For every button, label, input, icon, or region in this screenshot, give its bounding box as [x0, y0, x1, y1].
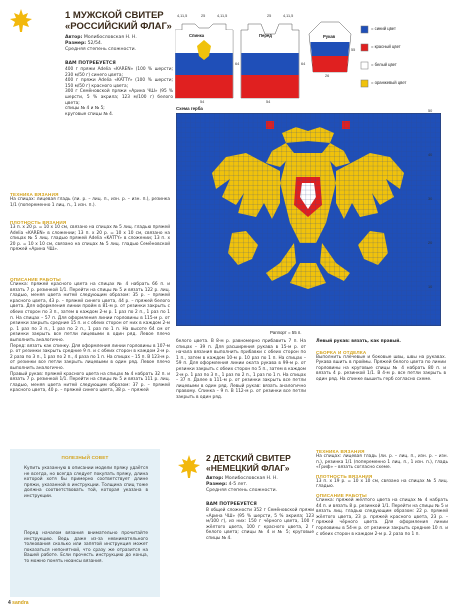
schema-sleeve: [309, 22, 351, 72]
dim-label: 55: [351, 48, 356, 52]
page-number: 4: [8, 600, 11, 606]
dim-label: 4,11,5: [177, 14, 188, 18]
kids-author: Молибословская Н. Н.: [224, 476, 278, 481]
legend-swatch: [361, 26, 368, 33]
garment-schemas: [175, 12, 455, 107]
dim-label: 4,11,5: [283, 14, 294, 18]
row-tick: 40: [428, 153, 433, 157]
kids-technique-text: На спицах: лицевая гладь (ли. р. – лиц. п., изн. р. – изн. п.), резинка 1/1 (попеременно 1 лиц. п., 1 изн. п.), гладь «Гриф» – вязать согласно схеме.: [316, 454, 448, 471]
row-tick: 30: [428, 197, 433, 201]
legend-swatch: [361, 44, 368, 51]
men-need-block: [65, 61, 173, 117]
men-density-heading: ПЛОТНОСТЬ ВЯЗАНИЯ: [10, 220, 67, 225]
kids-difficulty: Средняя степень сложности.: [206, 488, 278, 493]
kids-right-col: [316, 449, 448, 537]
men-difficulty: Средняя степень сложности.: [65, 47, 137, 52]
kids-work-heading: ОПИСАНИЕ РАБОТЫ: [316, 492, 367, 498]
dim-label: 4,11,5: [217, 14, 228, 18]
kids-work-text: Спинка: пряжей жёлтого цвета на спицах № 4 набрать 44 п. и вязать 8 р. резинкой 1/1. Перейти на спицы № 5 и вязать лиц. гладью следующим образом: 22 р. пряжей жёлтого цвета, 23 р. пряжей красного цвета, 23 р. – пряжей чёрного цвета. Для оформления линии горловины в 54-м р. от резинки закрыть средние 10 п. и с обеих сторон в каждом 2-м р. 2 раза по 1 п.: [316, 497, 448, 537]
men-technique: [10, 192, 170, 208]
emblem-chart: [176, 109, 441, 326]
men-need-heading: ВАМ ПОТРЕБУЕТСЯ: [65, 61, 116, 66]
men-title-line2: «РОССИЙСКИЙ ФЛАГ»: [65, 21, 172, 32]
men-technique-heading: ТЕХНИКА ВЯЗАНИЯ: [10, 192, 59, 197]
legend-label: = оранжевый цвет: [371, 80, 407, 85]
legend-label: = синий цвет: [371, 26, 396, 31]
emblem-chart-title: Схема герба: [176, 106, 203, 111]
men-work-heading: ОПИСАНИЕ РАБОТЫ: [10, 277, 61, 282]
kids-need-text: В общей сложности 352 г Семёновской пряжи «Арина ЧШ» (95 % шерсти, 5 % акрила; 123 м/100 г), из них: 150 г чёрного цвета, 100 г жёлтого цвета, 100 г красного цвета, 2 г белого цвета; спицы № 4 и № 5; круговые спицы № 4.: [206, 508, 314, 541]
advice-text-2: Перед началом вязания внимательно прочитайте инструкцию. Ведь даже из-за невнимательного толкования сколько или запятой инструкция может показаться непонятной, что сразу же отразится на Вашей работе. Если прочесть инструкцию до конца, то можно понять нюансы вязания.: [24, 531, 148, 564]
dim-label: 26: [325, 74, 330, 78]
dim-label: 64: [301, 62, 306, 66]
emblem-chart-svg: [176, 113, 441, 326]
row-tick: 50: [428, 109, 433, 113]
men-need-item: круговые спицы № 4.: [65, 111, 114, 117]
men-finish: [316, 339, 446, 383]
page-footer: [8, 600, 29, 606]
brand-name: sandra: [12, 600, 29, 606]
assembly-text: Выполнить плечевые и боковые швы, швы на рукавах. Рукава вшить в проймы. Пряжей белого цвета по линии горловины на круговые спицы № 4 набрать 80 п. и вязать 4 р. резинкой 1/1. В 4-м р. все петли закрыть в один ряд. На спинке вышить герб согласно схеме.: [316, 354, 446, 382]
men-size-label: Размер:: [65, 41, 87, 46]
garment-schema-svg: [175, 12, 455, 107]
men-author: Молибословская Н. Н.: [83, 35, 137, 40]
men-need-item: 400 г пряжи Adelia «KATTY» (100 % шерсти; 150 м/50 г) красного цвета;: [65, 78, 173, 89]
dim-label: 25: [267, 14, 272, 18]
maple-leaf-icon: [8, 8, 34, 34]
men-need-item: 300 г Семёновской пряжи «Арина ЧШ» (95 % шерсти, 5 % акрила; 123 м/100 г) белого цвета;: [65, 89, 173, 106]
legend-swatch: [361, 80, 368, 87]
dim-label: 54: [200, 100, 205, 104]
kids-size: 4-5 лет.: [228, 482, 248, 487]
legend-label: = белый цвет: [371, 62, 397, 67]
men-title: [65, 10, 175, 32]
row-tick: 20: [428, 241, 433, 245]
kids-title-line1: 2 ДЕТСКИЙ СВИТЕР: [206, 453, 291, 463]
rapport-label: Раппорт = 55 п.: [270, 330, 302, 335]
advice-box: [10, 449, 160, 597]
row-tick: 10: [428, 285, 433, 289]
schema-back-label: Спинка: [189, 33, 205, 38]
men-front-text: Перед: вязать как спинку. Для оформления линии горловины в 107-м р. от резинки закрыть средние 9 п. и с обеих сторон в каждом 2-м р. 2 раза по 3 п., 1 раз по 2 п., 4 раза по 1 п. На спицах – 15 п. В 123-м р. от резинки все петли закрыть лицевыми в один ряд. Левое плечо выполнить аналогично.: [10, 343, 170, 371]
schema-front-label: Перед: [259, 33, 272, 38]
kids-title: [206, 453, 316, 473]
men-technique-text: На спицах: лицевая гладь (ли. р. – лиц. п., изн. р. – изн. п.), резинка 1/1 (попеременно 1 лиц. п., 1 изн. п.).: [10, 197, 170, 208]
men-sleeve-continued: белого цвета. В 8-м р. равномерно прибавить 7 п. На спицах – 39 п. Для расширения рукава в 15-м р. от начала вязания выполнить прибавки с обеих сторон по 1 п., затем в каждом 10-м р. 10 раз по 1 п. На спицах – 59 п. Для оформления линии оката рукава в 99-м р. от резинки закрыть с обеих сторон по 5 п., затем в каждом 2-м р. 1 раз по 3 п., 1 раз по 2 п., 1 раз по 1 п. На спицах – 37 п. Далее в 111-м р. от резинки закрыть все петли лицевыми в один ряд. Левый рукав: вязать аналогично правому. Спинка – 9 п. В 112-м р. от резинки все петли закрыть в один ряд.: [176, 339, 306, 400]
men-author-label: Автор:: [65, 35, 83, 40]
legend-label: = красный цвет: [371, 44, 401, 49]
kids-need-block: [206, 502, 314, 542]
advice-text-1: Купить указанную в описании модели пряжу удаётся не всегда, но всегда следует покупать пряжу, длина которой хотя бы примерно соответствует длине пряжи, указанной в инструкции. Толщина спиц тоже должна соответствовать той, которая указана в инструкции.: [24, 466, 148, 499]
assembly-heading: СБОРКА И ОТДЕЛКА: [316, 349, 367, 355]
kids-density-heading: ПЛОТНОСТЬ ВЯЗАНИЯ: [316, 473, 373, 479]
men-density: [10, 220, 170, 253]
men-title-line1: 1 МУЖСКОЙ СВИТЕР: [65, 10, 164, 21]
dim-label: 54: [266, 100, 271, 104]
men-sleeve-text: Правый рукав: пряжей красного цвета на спицах № 4 набрать 32 п. и вязать 7 р. резинкой 1/1. Перейти на спицы № 5 и вязать 111 р. лиц. гладью, меняя цвета нитей следующим образом: 37 р. – пряжей красного цвета, 40 р. – пряжей синего цвета, 38 р. – пряжей: [10, 371, 170, 394]
men-size: 52/54.: [87, 41, 103, 46]
kids-need-heading: ВАМ ПОТРЕБУЕТСЯ: [206, 502, 257, 507]
schema-sleeve-label: Рукав: [323, 34, 336, 39]
men-need-item: 400 г пряжи Adelia «KAREN» (100 % шерсти; 230 м/50 г) синего цвета;: [65, 67, 173, 78]
men-need-item: спицы № 4 и № 5;: [65, 106, 105, 112]
dim-label: 64: [235, 62, 240, 66]
kids-size-label: Размер:: [206, 482, 228, 487]
men-work-text: Спинка: пряжей красного цвета на спицах № 4 набрать 66 п. и вязать 7 р. резинкой 1/1. Перейти на спицы № 5 и вязать 122 р. лиц. гладью, меняя цвета нитей следующим образом: 35 р. – пряжей красного цвета, 43 р. – пряжей синего цвета, 44 р. – пряжей белого цвета. Для оформления линии пройм в 81-м р. от резинки закрыть с обеих сторон по 3 п., затем в каждом 2-м р. 1 раз по 2 п., 1 раз по 1 п. На спицах – 57 п. Для оформления линии горловины в 115-м р. от резинки закрыть средние 15 п. и с обеих сторон от них в каждом 2-м р. 1 раз по 3 п., 1 раз по 2 п., 1 раз по 1 п. На высоте 64 см от резинки закрыть все петли лицевыми в один ряд. Левое плечо выполнить аналогично.: [10, 282, 170, 343]
men-meta: [65, 35, 175, 53]
advice-heading: ПОЛЕЗНЫЙ СОВЕТ: [61, 455, 109, 460]
maple-leaf-icon: [176, 454, 202, 480]
kids-title-line2: «НЕМЕЦКИЙ ФЛАГ»: [206, 463, 290, 473]
men-work: [10, 277, 170, 394]
left-sleeve-text: Левый рукав: вязать, как правый.: [316, 339, 401, 344]
men-density-text: 13 п. x 20 р. = 10 x 10 см, связано на спицах № 5 лиц. гладью пряжей Adelia «KAREN» в сложении; 13 п. x 20 р. = 10 x 10 см, связано на спицах № 5 лиц. гладью пряжей Adelia «KATTY» в сложении; 13 п. x 20 р. = 10 x 10 см, связано на спицах № 5 лиц. гладью Семёновской пряжей «Арина ЧШ».: [10, 225, 170, 253]
dim-label: 25: [201, 14, 206, 18]
kids-density-text: 13 п. x 19 р. = 10 x 10 см, связано на спицах № 5 лиц. гладью.: [316, 478, 448, 490]
kids-meta: [206, 476, 316, 494]
legend-swatch: [361, 62, 368, 69]
kids-author-label: Автор:: [206, 476, 224, 481]
kids-technique-heading: ТЕХНИКА ВЯЗАНИЯ: [316, 449, 365, 454]
